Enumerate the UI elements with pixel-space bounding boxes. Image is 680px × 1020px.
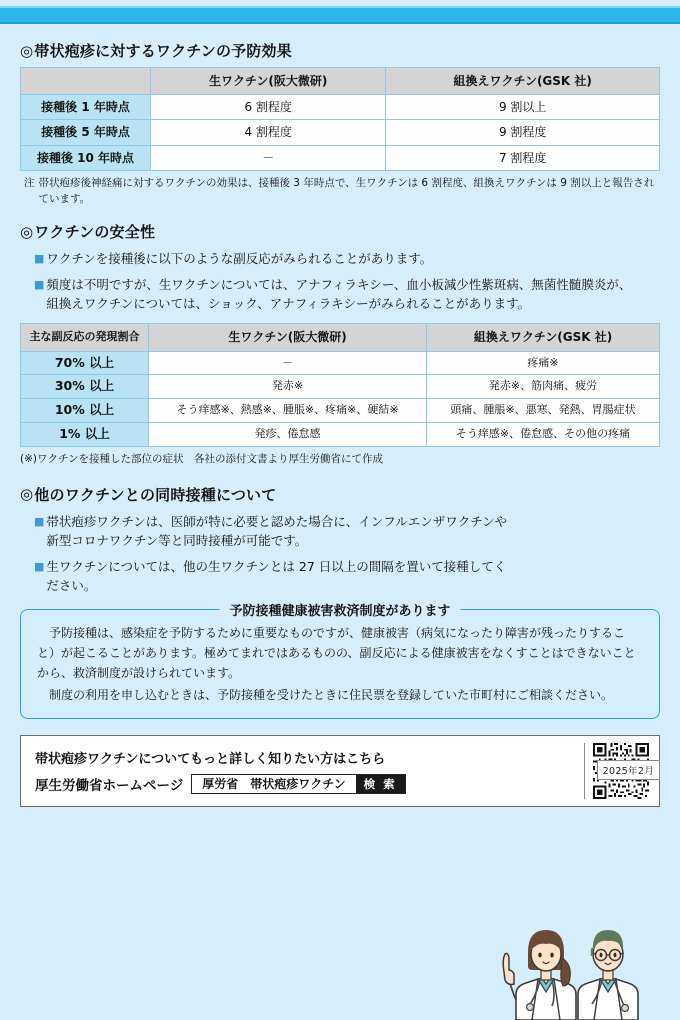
relief-paragraph-1: 予防接種は、感染症を予防するために重要なものですが、健康被害（病気になったり障害が残ったりすること）が起こることがあります。極めてまれではあるものの、副反応による健康被害をなくすことはできないことから、救済制度が設けられています。 xyxy=(37,626,636,680)
safety-bullet-2 xyxy=(34,275,642,314)
table-header-row xyxy=(21,68,660,95)
table-row xyxy=(21,95,660,120)
safety-bullet-2-text: 頻度は不明ですが、生ワクチンについては、アナフィラキシー、血小板減少性紫斑病、無菌性髄膜炎が、組換えワクチンについては、ショック、アナフィラキシーがみられることがあります。 xyxy=(46,276,632,311)
section-heading-simultaneous-label: 他のワクチンとの同時接種について xyxy=(34,485,277,504)
footer-site-label: 厚生労働省ホームページ xyxy=(35,777,184,794)
simultaneous-bullet-2 xyxy=(34,557,510,596)
efficacy-note-marker: 注 xyxy=(24,176,35,189)
two-doctors-illustration xyxy=(486,908,654,1020)
side-effects-cell-recombinant-10: 頭痛、腫脹※、悪寒、発熱、胃腸症状 xyxy=(427,399,660,423)
section-ring-icon: ◎ xyxy=(20,41,34,60)
simultaneous-bullet-1 xyxy=(34,512,510,551)
efficacy-cell-live-5y: 4 割程度 xyxy=(151,120,386,145)
relief-system-title: 予防接種健康被害救済制度があります xyxy=(219,600,460,619)
table-row xyxy=(21,423,660,447)
side-effects-cell-live-10: そう痒感※、熱感※、腫脹※、疼痛※、硬結※ xyxy=(149,399,427,423)
side-effects-header-recombinant-vaccine: 組換えワクチン(GSK 社) xyxy=(427,324,660,351)
table-row xyxy=(21,120,660,145)
side-effects-header-rate: 主な副反応の発現割合 xyxy=(21,324,149,351)
side-effects-row-label-30: 30% 以上 xyxy=(21,375,149,399)
side-effects-cell-live-70: － xyxy=(149,351,427,375)
safety-bullet-1 xyxy=(34,249,660,268)
efficacy-header-recombinant-vaccine: 組換えワクチン(GSK 社) xyxy=(386,68,660,95)
simultaneous-section xyxy=(20,484,660,596)
side-effects-table xyxy=(20,323,660,447)
square-bullet-icon: ■ xyxy=(34,559,45,573)
publication-date: 2025年2月 xyxy=(597,760,660,780)
efficacy-header-live-vaccine: 生ワクチン(阪大微研) xyxy=(151,68,386,95)
efficacy-note-text: 帯状疱疹後神経痛に対するワクチンの効果は、接種後 3 年時点で、生ワクチンは 6 割程度、組換えワクチンは 9 割以上と報告されています。 xyxy=(38,176,655,205)
search-input[interactable]: 厚労省 帯状疱疹ワクチン xyxy=(202,777,346,791)
side-effects-cell-recombinant-30: 発赤※、筋肉痛、疲労 xyxy=(427,375,660,399)
section-heading-simultaneous xyxy=(20,484,660,505)
table-row xyxy=(21,351,660,375)
side-effects-cell-recombinant-1: そう痒感※、倦怠感、その他の疼痛 xyxy=(427,423,660,447)
efficacy-cell-recombinant-5y: 9 割程度 xyxy=(386,120,660,145)
table-row xyxy=(21,375,660,399)
section-heading-safety-label: ワクチンの安全性 xyxy=(34,223,156,242)
side-effects-cell-recombinant-70: 疼痛※ xyxy=(427,351,660,375)
efficacy-row-label-5y: 接種後 5 年時点 xyxy=(21,120,151,145)
section-ring-icon: ◎ xyxy=(20,485,34,504)
square-bullet-icon: ■ xyxy=(34,252,45,266)
document-page xyxy=(0,26,680,798)
efficacy-cell-live-10y: － xyxy=(151,145,386,170)
footer-headline: 帯状疱疹ワクチンについてもっと詳しく知りたい方はこちら xyxy=(35,751,386,767)
section-heading-efficacy xyxy=(20,40,660,61)
search-button[interactable]: 検 索 xyxy=(356,775,405,793)
efficacy-note xyxy=(24,176,660,208)
side-effects-cell-live-1: 発疹、倦怠感 xyxy=(149,423,427,447)
table-row xyxy=(21,145,660,170)
section-heading-efficacy-label: 帯状疱疹に対するワクチンの予防効果 xyxy=(34,42,292,60)
side-effects-row-label-70: 70% 以上 xyxy=(21,351,149,375)
efficacy-header-corner xyxy=(21,68,151,95)
efficacy-cell-recombinant-1y: 9 割以上 xyxy=(386,95,660,120)
efficacy-table xyxy=(20,67,660,171)
square-bullet-icon: ■ xyxy=(34,514,45,528)
safety-bullet-1-text: ワクチンを接種後に以下のような副反応がみられることがあります。 xyxy=(46,251,433,267)
simultaneous-bullet-2-text: 生ワクチンについては、他の生ワクチンとは 27 日以上の間隔を置いて接種してください。 xyxy=(46,558,507,593)
square-bullet-icon: ■ xyxy=(34,277,45,291)
top-decorative-bar xyxy=(0,6,680,24)
side-effects-cell-live-30: 発赤※ xyxy=(149,375,427,399)
section-ring-icon: ◎ xyxy=(20,222,34,241)
side-effects-note: (※)ワクチンを接種した部位の症状 各社の添付文書より厚生労働省にて作成 xyxy=(20,453,383,466)
side-effects-row-label-10: 10% 以上 xyxy=(21,399,149,423)
more-info-footer xyxy=(20,735,660,807)
simultaneous-bullet-1-text: 帯状疱疹ワクチンは、医師が特に必要と認めた場合に、インフルエンザワクチンや新型コロナワクチン等と同時接種が可能です。 xyxy=(46,513,508,549)
table-header-row xyxy=(21,324,660,351)
table-row xyxy=(21,399,660,423)
efficacy-row-label-10y: 接種後 10 年時点 xyxy=(21,145,151,170)
efficacy-row-label-1y: 接種後 1 年時点 xyxy=(21,95,151,120)
relief-system-box xyxy=(20,604,660,718)
efficacy-cell-recombinant-10y: 7 割程度 xyxy=(386,145,660,170)
relief-paragraph-2: 制度の利用を申し込むときは、予防接種を受けたときに住民票を登録していた市町村にご相談ください。 xyxy=(49,687,614,702)
side-effects-header-live-vaccine: 生ワクチン(阪大微研) xyxy=(149,324,427,351)
section-heading-safety xyxy=(20,221,660,242)
search-box[interactable] xyxy=(191,774,405,794)
side-effects-row-label-1: 1% 以上 xyxy=(21,423,149,447)
efficacy-cell-live-1y: 6 割程度 xyxy=(151,95,386,120)
